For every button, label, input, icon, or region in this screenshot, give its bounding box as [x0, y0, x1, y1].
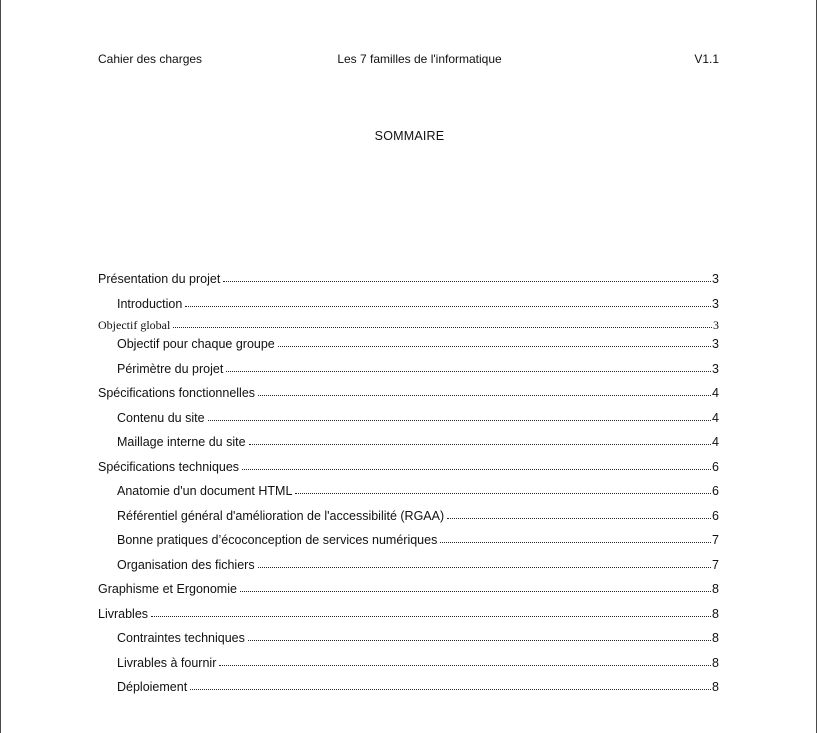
toc-dot-leader: [226, 361, 711, 373]
header-project-title: Les 7 familles de l'informatique: [337, 52, 502, 66]
toc-entry-page-number: 8: [712, 631, 719, 645]
toc-entry[interactable]: [98, 508, 719, 533]
toc-entry[interactable]: [98, 336, 719, 361]
toc-dot-leader: [440, 532, 711, 544]
toc-dot-leader: [223, 271, 711, 283]
toc-entry[interactable]: [98, 532, 719, 557]
toc-entry-page-number: 3: [712, 337, 719, 351]
toc-entry-label: Déploiement: [117, 680, 188, 694]
toc-title: SOMMAIRE: [374, 129, 445, 143]
toc-dot-leader: [173, 317, 712, 329]
toc-dot-leader: [258, 385, 711, 397]
toc-entry-label: Spécifications fonctionnelles: [98, 386, 256, 400]
toc-entry-page-number: 8: [712, 655, 719, 670]
toc-dot-leader: [295, 483, 711, 495]
toc-dot-leader: [242, 459, 711, 471]
toc-entry-label: Livrables à fournir: [117, 655, 217, 670]
toc-entry-label: Introduction: [117, 296, 183, 311]
toc-entry-label: Maillage interne du site: [117, 435, 246, 449]
toc-entry-page-number: 4: [712, 435, 719, 449]
toc-entry[interactable]: [98, 271, 719, 296]
toc-entry-label: Anatomie d'un document HTML: [117, 484, 293, 498]
toc-entry-label: Contraintes techniques: [117, 631, 245, 645]
toc-entry[interactable]: [98, 434, 719, 459]
toc-entry[interactable]: [98, 557, 719, 582]
toc-dot-leader: [208, 410, 711, 422]
toc-entry-page-number: 3: [712, 296, 719, 311]
toc-entry[interactable]: [98, 606, 719, 631]
toc-entry-label: Bonne pratiques d’écoconception de services numériques: [117, 533, 438, 547]
toc-entry-label: Organisation des fichiers: [117, 557, 255, 572]
toc-entry-page-number: 3: [712, 272, 719, 286]
toc-entry-page-number: 6: [712, 459, 719, 474]
toc-dot-leader: [248, 630, 711, 642]
header-version: V1.1: [694, 52, 719, 66]
toc-entry[interactable]: [98, 361, 719, 386]
toc-entry-page-number: 6: [712, 484, 719, 498]
toc-entry-page-number: 8: [712, 680, 719, 694]
toc-entry-label: Contenu du site: [117, 410, 205, 425]
toc-dot-leader: [185, 296, 711, 308]
table-of-contents: [98, 271, 719, 704]
toc-entry[interactable]: [98, 679, 719, 704]
toc-entry[interactable]: [98, 385, 719, 410]
toc-entry-page-number: 4: [712, 386, 719, 400]
toc-entry-page-number: 7: [712, 557, 719, 572]
toc-dot-leader: [258, 557, 711, 569]
toc-entry-page-number: 4: [712, 410, 719, 425]
toc-entry-page-number: 7: [712, 533, 719, 547]
toc-entry-page-number: 6: [712, 508, 719, 523]
toc-entry-label: Objectif global: [98, 318, 171, 332]
toc-entry-page-number: 8: [712, 606, 719, 621]
toc-dot-leader: [151, 606, 711, 618]
toc-dot-leader: [447, 508, 711, 520]
toc-dot-leader: [278, 336, 711, 348]
toc-entry[interactable]: [98, 655, 719, 680]
toc-entry-label: Objectif pour chaque groupe: [117, 337, 275, 351]
toc-entry[interactable]: [98, 317, 719, 336]
toc-entry[interactable]: [98, 581, 719, 606]
toc-entry-label: Périmètre du projet: [117, 361, 224, 376]
toc-entry-label: Graphisme et Ergonomie: [98, 582, 237, 596]
toc-entry[interactable]: [98, 410, 719, 435]
toc-entry-label: Livrables: [98, 606, 149, 621]
toc-entry-page-number: 3: [713, 318, 719, 332]
toc-entry[interactable]: [98, 483, 719, 508]
toc-entry-page-number: 3: [712, 361, 719, 376]
toc-entry-label: Présentation du projet: [98, 272, 221, 286]
toc-entry-label: Spécifications techniques: [98, 459, 240, 474]
toc-entry[interactable]: [98, 459, 719, 484]
toc-dot-leader: [219, 655, 711, 667]
toc-dot-leader: [240, 581, 711, 593]
toc-entry-label: Référentiel général d'amélioration de l'accessibilité (RGAA): [117, 508, 445, 523]
header-document-type: Cahier des charges: [98, 52, 203, 66]
toc-entry-page-number: 8: [712, 582, 719, 596]
toc-entry[interactable]: [98, 630, 719, 655]
toc-dot-leader: [190, 679, 711, 691]
toc-dot-leader: [249, 434, 712, 446]
running-header: [98, 51, 719, 67]
